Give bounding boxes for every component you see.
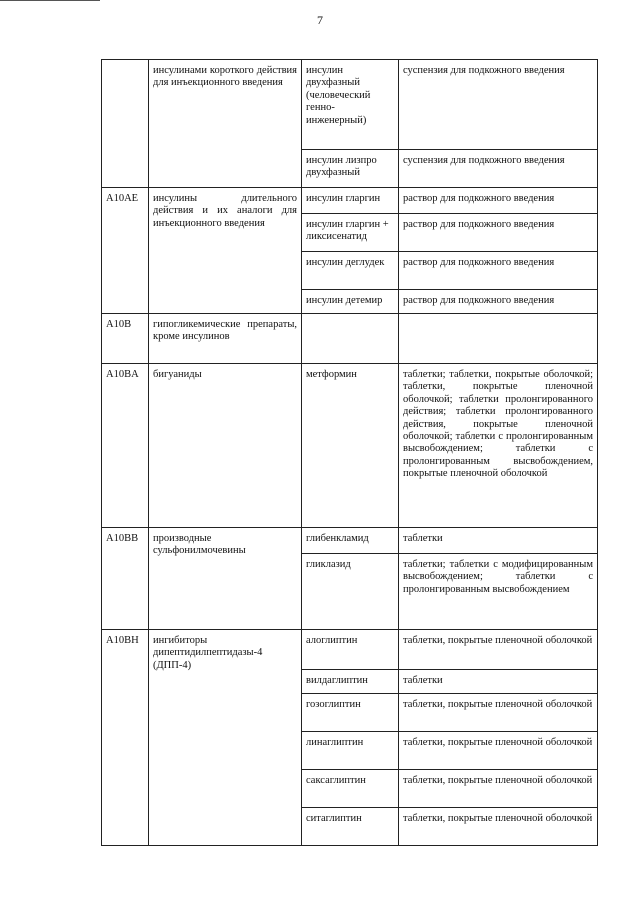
atc-code-cell: A10BA	[102, 364, 149, 528]
drug-cell: ситаглиптин	[302, 808, 399, 846]
drug-cell: линаглиптин	[302, 732, 399, 770]
form-cell: суспензия для подкожного введения	[399, 150, 598, 188]
drug-cell: вилдаглиптин	[302, 670, 399, 694]
drug-cell: метформин	[302, 364, 399, 528]
form-cell: таблетки, покрытые пленочной оболочкой	[399, 770, 598, 808]
drug-cell: инсулин гларгин	[302, 188, 399, 214]
group-cell: инсулинами короткого действия для инъекционного введения	[149, 60, 302, 188]
atc-code-cell: A10AE	[102, 188, 149, 314]
form-cell: таблетки, покрытые пленочной оболочкой	[399, 808, 598, 846]
form-cell	[399, 314, 598, 364]
drug-cell: глибенкламид	[302, 528, 399, 554]
group-cell: инсулины длительного действия и их аналоги для инъекционного введения	[149, 188, 302, 314]
table-row	[102, 188, 598, 214]
table-row	[102, 60, 598, 150]
form-cell: таблетки	[399, 528, 598, 554]
form-cell: раствор для подкожного введения	[399, 214, 598, 252]
drug-cell: саксаглиптин	[302, 770, 399, 808]
form-cell: таблетки; таблетки, покрытые оболочкой; таблетки, покрытые пленочной оболочкой; таблетки пролонгированного действия; таблетки пролонгированного действия, покрытые пленочной оболочкой; таблетки с пролонгированным высвобождением; таблетки с пролонгированным высвобождением, покрытые пленочной оболочкой	[399, 364, 598, 528]
group-cell: ингибиторы дипептидилпептидазы-4 (ДПП-4)	[149, 630, 302, 846]
atc-code-cell: A10BB	[102, 528, 149, 630]
table-row	[102, 314, 598, 364]
corner-rule	[0, 0, 100, 1]
form-cell: таблетки, покрытые пленочной оболочкой	[399, 732, 598, 770]
form-cell: таблетки, покрытые пленочной оболочкой	[399, 694, 598, 732]
drug-cell	[302, 314, 399, 364]
form-cell: таблетки; таблетки с модифицированным высвобождением; таблетки с пролонгированным высвобождением	[399, 554, 598, 630]
table-row	[102, 528, 598, 554]
group-cell: производные сульфонилмочевины	[149, 528, 302, 630]
form-cell: раствор для подкожного введения	[399, 188, 598, 214]
group-cell: гипогликемические препараты, кроме инсулинов	[149, 314, 302, 364]
form-cell: таблетки	[399, 670, 598, 694]
drug-cell: инсулин деглудек	[302, 252, 399, 290]
drug-cell: гозоглиптин	[302, 694, 399, 732]
drug-cell: гликлазид	[302, 554, 399, 630]
form-cell: раствор для подкожного введения	[399, 252, 598, 290]
table-row	[102, 630, 598, 670]
atc-code-cell: A10B	[102, 314, 149, 364]
drug-cell: инсулин лизпро двухфазный	[302, 150, 399, 188]
form-cell: суспензия для подкожного введения	[399, 60, 598, 150]
atc-code-cell: A10BH	[102, 630, 149, 846]
form-cell: таблетки, покрытые пленочной оболочкой	[399, 630, 598, 670]
drug-table	[101, 59, 598, 846]
drug-cell: инсулин двухфазный (человеческий генно-инженерный)	[302, 60, 399, 150]
atc-code-cell	[102, 60, 149, 188]
drug-cell: инсулин гларгин + ликсисенатид	[302, 214, 399, 252]
form-cell: раствор для подкожного введения	[399, 290, 598, 314]
page-number: 7	[317, 13, 323, 27]
group-cell: бигуаниды	[149, 364, 302, 528]
drug-cell: инсулин детемир	[302, 290, 399, 314]
drug-cell: алоглиптин	[302, 630, 399, 670]
table-row	[102, 364, 598, 528]
